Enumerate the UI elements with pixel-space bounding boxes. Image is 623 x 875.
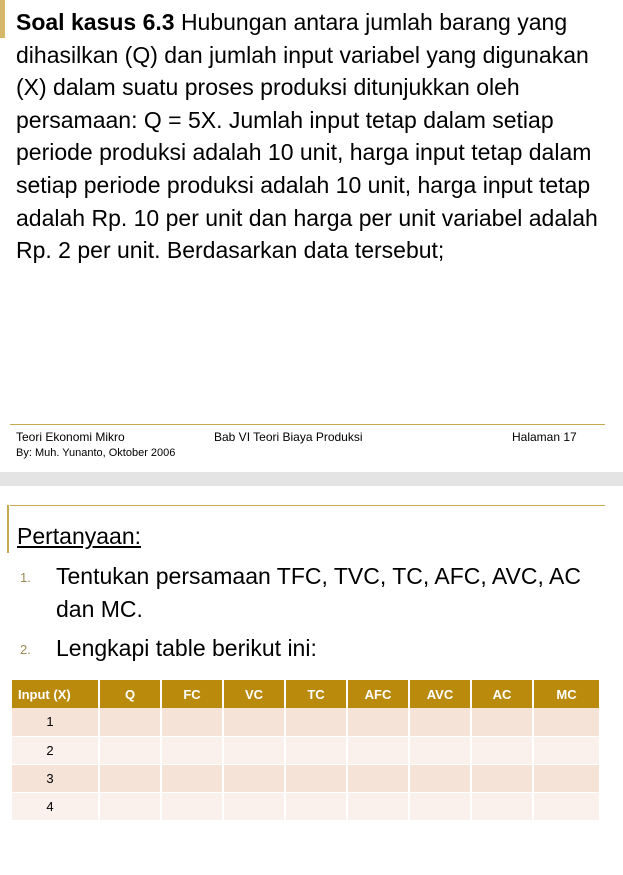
header-cell: AC xyxy=(471,680,533,708)
question-item xyxy=(20,632,596,666)
table-cell xyxy=(161,736,223,764)
problem-text xyxy=(16,6,616,267)
table-cell xyxy=(471,764,533,792)
table-row xyxy=(12,736,600,764)
footer-chapter: Bab VI Teori Biaya Produksi xyxy=(214,430,363,444)
slide-2 xyxy=(0,486,623,875)
questions-heading: Pertanyaan: xyxy=(17,523,142,549)
footer-divider xyxy=(10,424,605,425)
table-header-row xyxy=(12,680,600,708)
table-cell xyxy=(533,764,600,792)
table-cell xyxy=(347,792,409,820)
header-cell: AFC xyxy=(347,680,409,708)
header-cell: Q xyxy=(99,680,161,708)
table-cell xyxy=(409,792,471,820)
table-cell xyxy=(223,764,285,792)
table-cell xyxy=(285,792,347,820)
table-cell xyxy=(471,736,533,764)
footer-left xyxy=(16,430,175,460)
question-number: 2. xyxy=(20,641,31,657)
footer-author: By: Muh. Yunanto, Oktober 2006 xyxy=(16,447,176,459)
table-cell xyxy=(409,736,471,764)
problem-body: Hubungan antara jumlah barang yang dihasilkan (Q) dan jumlah input variabel yang digunakan (X) dalam suatu proses produksi ditunjukkan oleh persamaan: Q = 5X. Jumlah input tetap dalam setiap periode produksi adalah 10 unit, harga input tetap dalam setiap periode produksi adalah 10 unit, harga input tetap adalah Rp. 10 per unit dan harga per unit variabel adalah Rp. 2 per unit. Berdasarkan data tersebut; xyxy=(16,9,598,264)
table-cell xyxy=(223,708,285,736)
table-row xyxy=(12,708,600,736)
table-cell xyxy=(285,764,347,792)
header-cell: TC xyxy=(285,680,347,708)
table-cell: 2 xyxy=(12,736,99,764)
header-cell: Input (X) xyxy=(12,680,99,708)
header-cell: MC xyxy=(533,680,600,708)
question-text: Lengkapi table berikut ini: xyxy=(56,635,317,661)
table-cell xyxy=(347,708,409,736)
table-cell xyxy=(99,792,161,820)
slide-separator xyxy=(0,472,623,486)
table-row xyxy=(12,792,600,820)
table-cell xyxy=(533,708,600,736)
header-cell: AVC xyxy=(409,680,471,708)
table-cell xyxy=(409,764,471,792)
table-cell xyxy=(99,708,161,736)
footer-course: Teori Ekonomi Mikro xyxy=(16,430,125,444)
table-cell xyxy=(223,736,285,764)
header-cell: FC xyxy=(161,680,223,708)
table-cell xyxy=(223,792,285,820)
problem-title: Soal kasus 6.3 xyxy=(16,9,175,35)
table-cell xyxy=(285,736,347,764)
table-cell xyxy=(533,736,600,764)
table-cell xyxy=(471,708,533,736)
table-cell xyxy=(471,792,533,820)
table-cell: 3 xyxy=(12,764,99,792)
table-row xyxy=(12,764,600,792)
table-cell xyxy=(161,708,223,736)
table-cell xyxy=(99,736,161,764)
table-cell xyxy=(161,792,223,820)
table-cell xyxy=(285,708,347,736)
table-cell xyxy=(533,792,600,820)
accent-bar xyxy=(0,0,5,38)
table-cell xyxy=(347,736,409,764)
table-cell: 4 xyxy=(12,792,99,820)
header-cell: VC xyxy=(223,680,285,708)
question-number: 1. xyxy=(20,569,31,585)
table-cell xyxy=(99,764,161,792)
question-item xyxy=(20,560,596,625)
accent-bar xyxy=(7,505,9,553)
top-divider xyxy=(10,505,605,506)
table-cell xyxy=(347,764,409,792)
table-cell xyxy=(409,708,471,736)
table-cell: 1 xyxy=(12,708,99,736)
table-cell xyxy=(161,764,223,792)
footer-page: Halaman 17 xyxy=(512,430,577,444)
question-text: Tentukan persamaan TFC, TVC, TC, AFC, AVC, AC dan MC. xyxy=(56,563,581,622)
cost-table xyxy=(12,680,601,821)
